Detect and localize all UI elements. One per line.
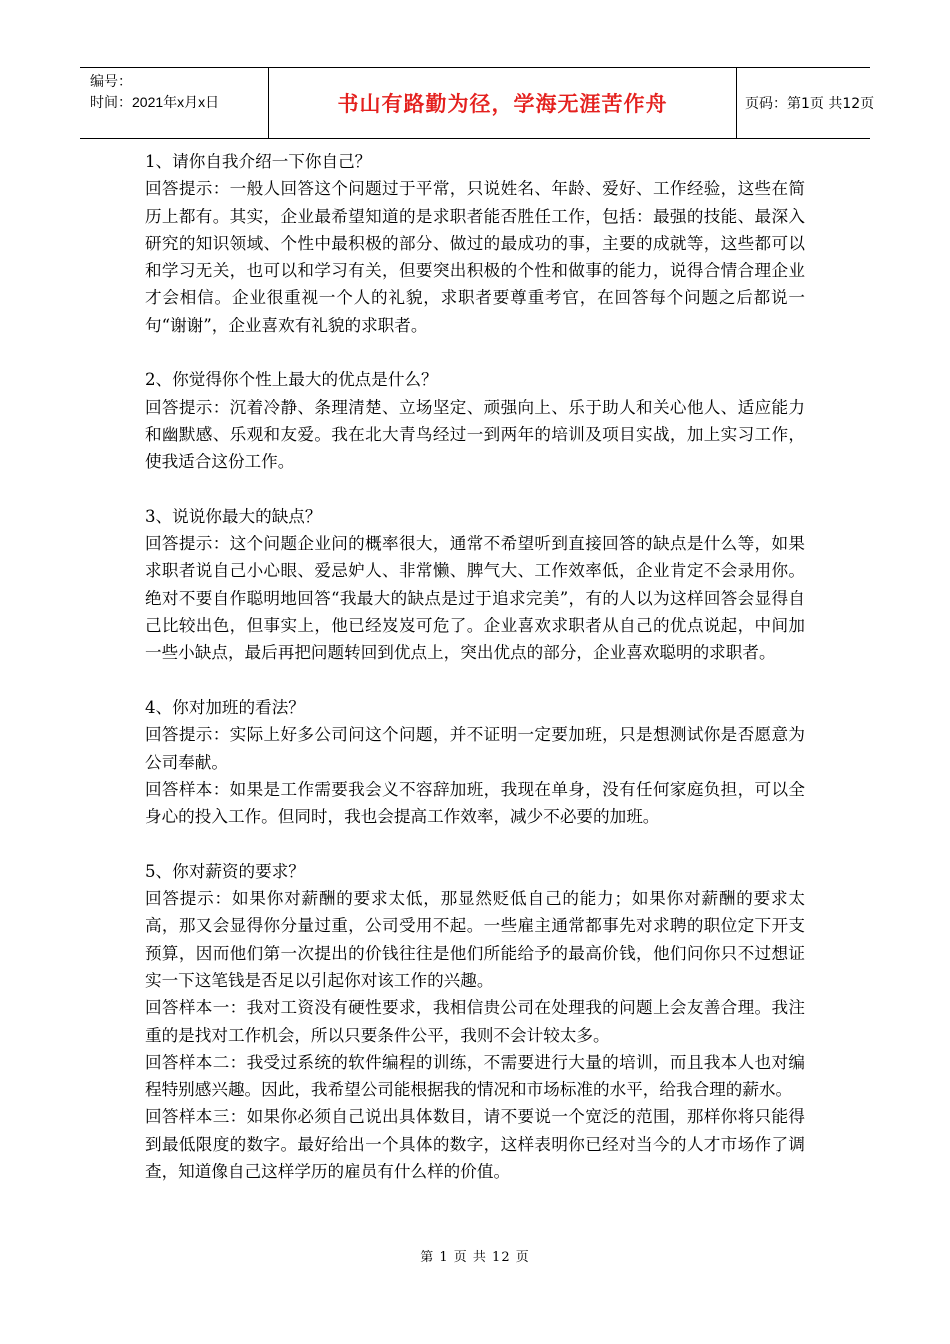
answer-paragraph: 回答提示：一般人回答这个问题过于平常，只说姓名、年龄、爱好、工作经验，这些在简历上都有。其实，企业最希望知道的是求职者能否胜任工作，包括：最强的技能、最深入研究的知识领域、个性中最积极的部分、做过的最成功的事，主要的成就等，这些都可以和学习无关，也可以和学习有关，但要突出积极的个性和做事的能力，说得合情合理企业才会相信。企业很重视一个人的礼貌，求职者要尊重考官，在回答每个问题之后都说一句“谢谢”，企业喜欢有礼貌的求职者。 <box>145 179 805 335</box>
spacer <box>145 667 805 694</box>
answer-paragraph: 回答提示：这个问题企业问的概率很大，通常不希望听到直接回答的缺点是什么等，如果求职者说自己小心眼、爱忌妒人、非常懒、脾气大、工作效率低，企业肯定不会录用你。绝对不要自作聪明地回答“我最大的缺点是过于追求完美”，有的人以为这样回答会显得自己比较出色，但事实上，他已经岌岌可危了。企业喜欢求职者从自己的优点说起，中间加一些小缺点，最后再把问题转回到优点上，突出优点的部分，企业喜欢聪明的求职者。 <box>145 534 805 663</box>
document-header <box>80 67 875 139</box>
question-5: 5、你对薪资的要求？ <box>145 861 305 881</box>
answer-paragraph: 回答提示：如果你对薪酬的要求太低，那显然贬低自己的能力；如果你对薪酬的要求太高，那又会显得你分量过重，公司受用不起。一些雇主通常都事先对求聘的职位定下开支预算，因而他们第一次提出的价钱往往是他们所能给予的最高价钱，他们问你只不过想证实一下这笔钱是否足以引起你对该工作的兴趣。 <box>145 889 805 990</box>
answer-paragraph: 回答样本：如果是工作需要我会义不容辞加班，我现在单身，没有任何家庭负担，可以全身心的投入工作。但同时，我也会提高工作效率，减少不必要的加班。 <box>145 779 805 827</box>
header-motto-cell <box>269 68 737 138</box>
answer-paragraph: 回答提示：实际上好多公司问这个问题，并不证明一定要加班，只是想测试你是否愿意为公司奉献。 <box>145 725 805 772</box>
question-2: 2、你觉得你个性上最大的优点是什么？ <box>145 370 438 390</box>
time-label: 时间：2021年x月x日 <box>90 94 220 110</box>
header-page-cell <box>737 68 878 138</box>
answer-paragraph: 回答样本一：我对工资没有硬性要求，我相信贵公司在处理我的问题上会友善合理。我注重的是找对工作机会，所以只要条件公平，我则不会计较太多。 <box>145 998 805 1045</box>
spacer <box>145 476 805 503</box>
page-footer: 第 1 页 共 12 页 <box>420 1250 530 1265</box>
header-left-cell <box>80 68 269 138</box>
page-info: 页码：第1页 共12页 <box>745 96 875 112</box>
answer-paragraph: 回答提示：沉着冷静、条理清楚、立场坚定、顽强向上、乐于助人和关心他人、适应能力和幽默感、乐观和友爱。我在北大青鸟经过一到两年的培训及项目实战，加上实习工作，使我适合这份工作。 <box>145 397 805 472</box>
question-4: 4、你对加班的看法？ <box>145 697 305 717</box>
spacer <box>145 339 805 366</box>
answer-paragraph: 回答样本二：我受过系统的软件编程的训练，不需要进行大量的培训，而且我本人也对编程特别感兴趣。因此，我希望公司能根据我的情况和市场标准的水平，给我合理的薪水。 <box>145 1052 805 1100</box>
number-label: 编号： <box>90 73 132 89</box>
document-body <box>145 148 805 1185</box>
question-3: 3、说说你最大的缺点？ <box>145 506 322 526</box>
answer-paragraph: 回答样本三：如果你必须自己说出具体数目，请不要说一个宽泛的范围，那样你将只能得到最低限度的数字。最好给出一个具体的数字，这样表明你已经对当今的人才市场作了调查，知道像自己这样学历的雇员有什么样的价值。 <box>145 1107 805 1181</box>
spacer <box>145 830 805 857</box>
question-1: 1、请你自我介绍一下你自己？ <box>145 152 372 171</box>
motto: 书山有路勤为径，学海无涯苦作舟 <box>337 92 668 116</box>
